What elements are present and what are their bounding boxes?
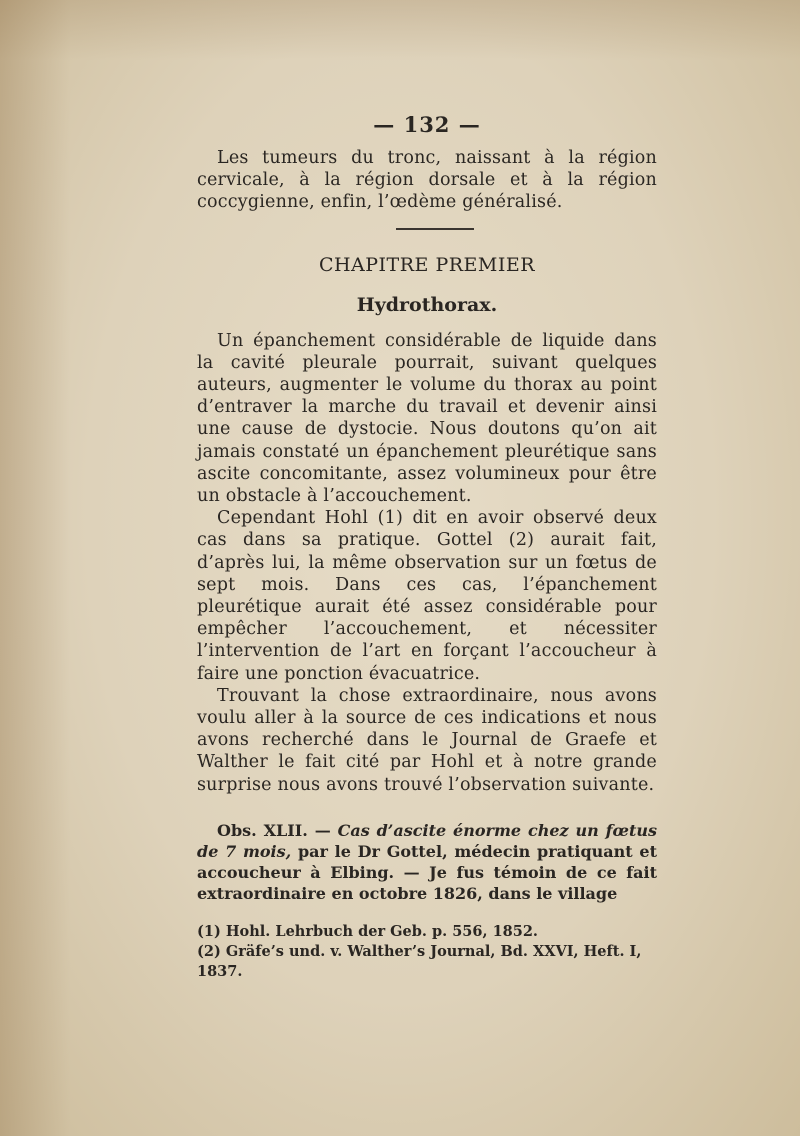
body-paragraph-3: Trouvant la chose extraordinaire, nous avons voulu aller à la source de ces indications et nous avons recherché dans le Journal de Graefe et Walther le fait cité par Hohl et à notre grande surprise nous avons trouvé l’observation suivante. [197, 685, 657, 795]
body-paragraph-1: Un épanchement considérable de liquide dans la cavité pleurale pourrait, suivant quelques auteurs, augmenter le volume du thorax au point d’entraver la marche du travail et devenir ainsi une cause de dystocie. Nous doutons qu’on ait jamais constaté un épanchement pleurétique sans ascite concomitante, assez volumineux pour être un obstacle à l’accouchement. [197, 330, 657, 507]
intro-paragraph: Les tumeurs du tronc, naissant à la région cervicale, à la région dorsale et à la région coccygienne, enfin, l’œdème généralisé. [197, 148, 657, 213]
footnote-2: (2) Gräfe’s und. v. Walther’s Journal, Bd. XXVI, Heft. I, 1837. [197, 942, 642, 980]
section-divider [396, 228, 474, 230]
body-paragraph-2: Cependant Hohl (1) dit en avoir observé deux cas dans sa pratique. Gottel (2) aurait fait, d’après lui, la même observation sur un fœtus de sept mois. Dans ces cas, l’épanchement pleurétique aurait été assez considérable pour empêcher l’accouchement, et nécessiter l’intervention de l’art en forçant l’accoucheur à faire une ponction évacuatrice. [197, 508, 657, 684]
observation-title: Cas d’ascite énorme chez un fœtus de 7 mois, [197, 820, 658, 861]
page-content [197, 112, 657, 982]
observation-paragraph [197, 820, 657, 904]
section-heading: Hydrothorax. [356, 293, 498, 316]
observation-label: Obs. XLII. — [217, 820, 331, 840]
chapter-heading: CHAPITRE PREMIER [318, 253, 536, 276]
page-number: — 132 — [373, 112, 481, 137]
observation-text: par le Dr Gottel, médecin pratiquant et accoucheur à Elbing. — Je fus témoin de ce fait extraordinaire en octobre 1826, dans le village [197, 841, 657, 903]
footnote-1: (1) Hohl. Lehrbuch der Geb. p. 556, 1852. [197, 922, 538, 940]
footnotes [197, 922, 657, 982]
